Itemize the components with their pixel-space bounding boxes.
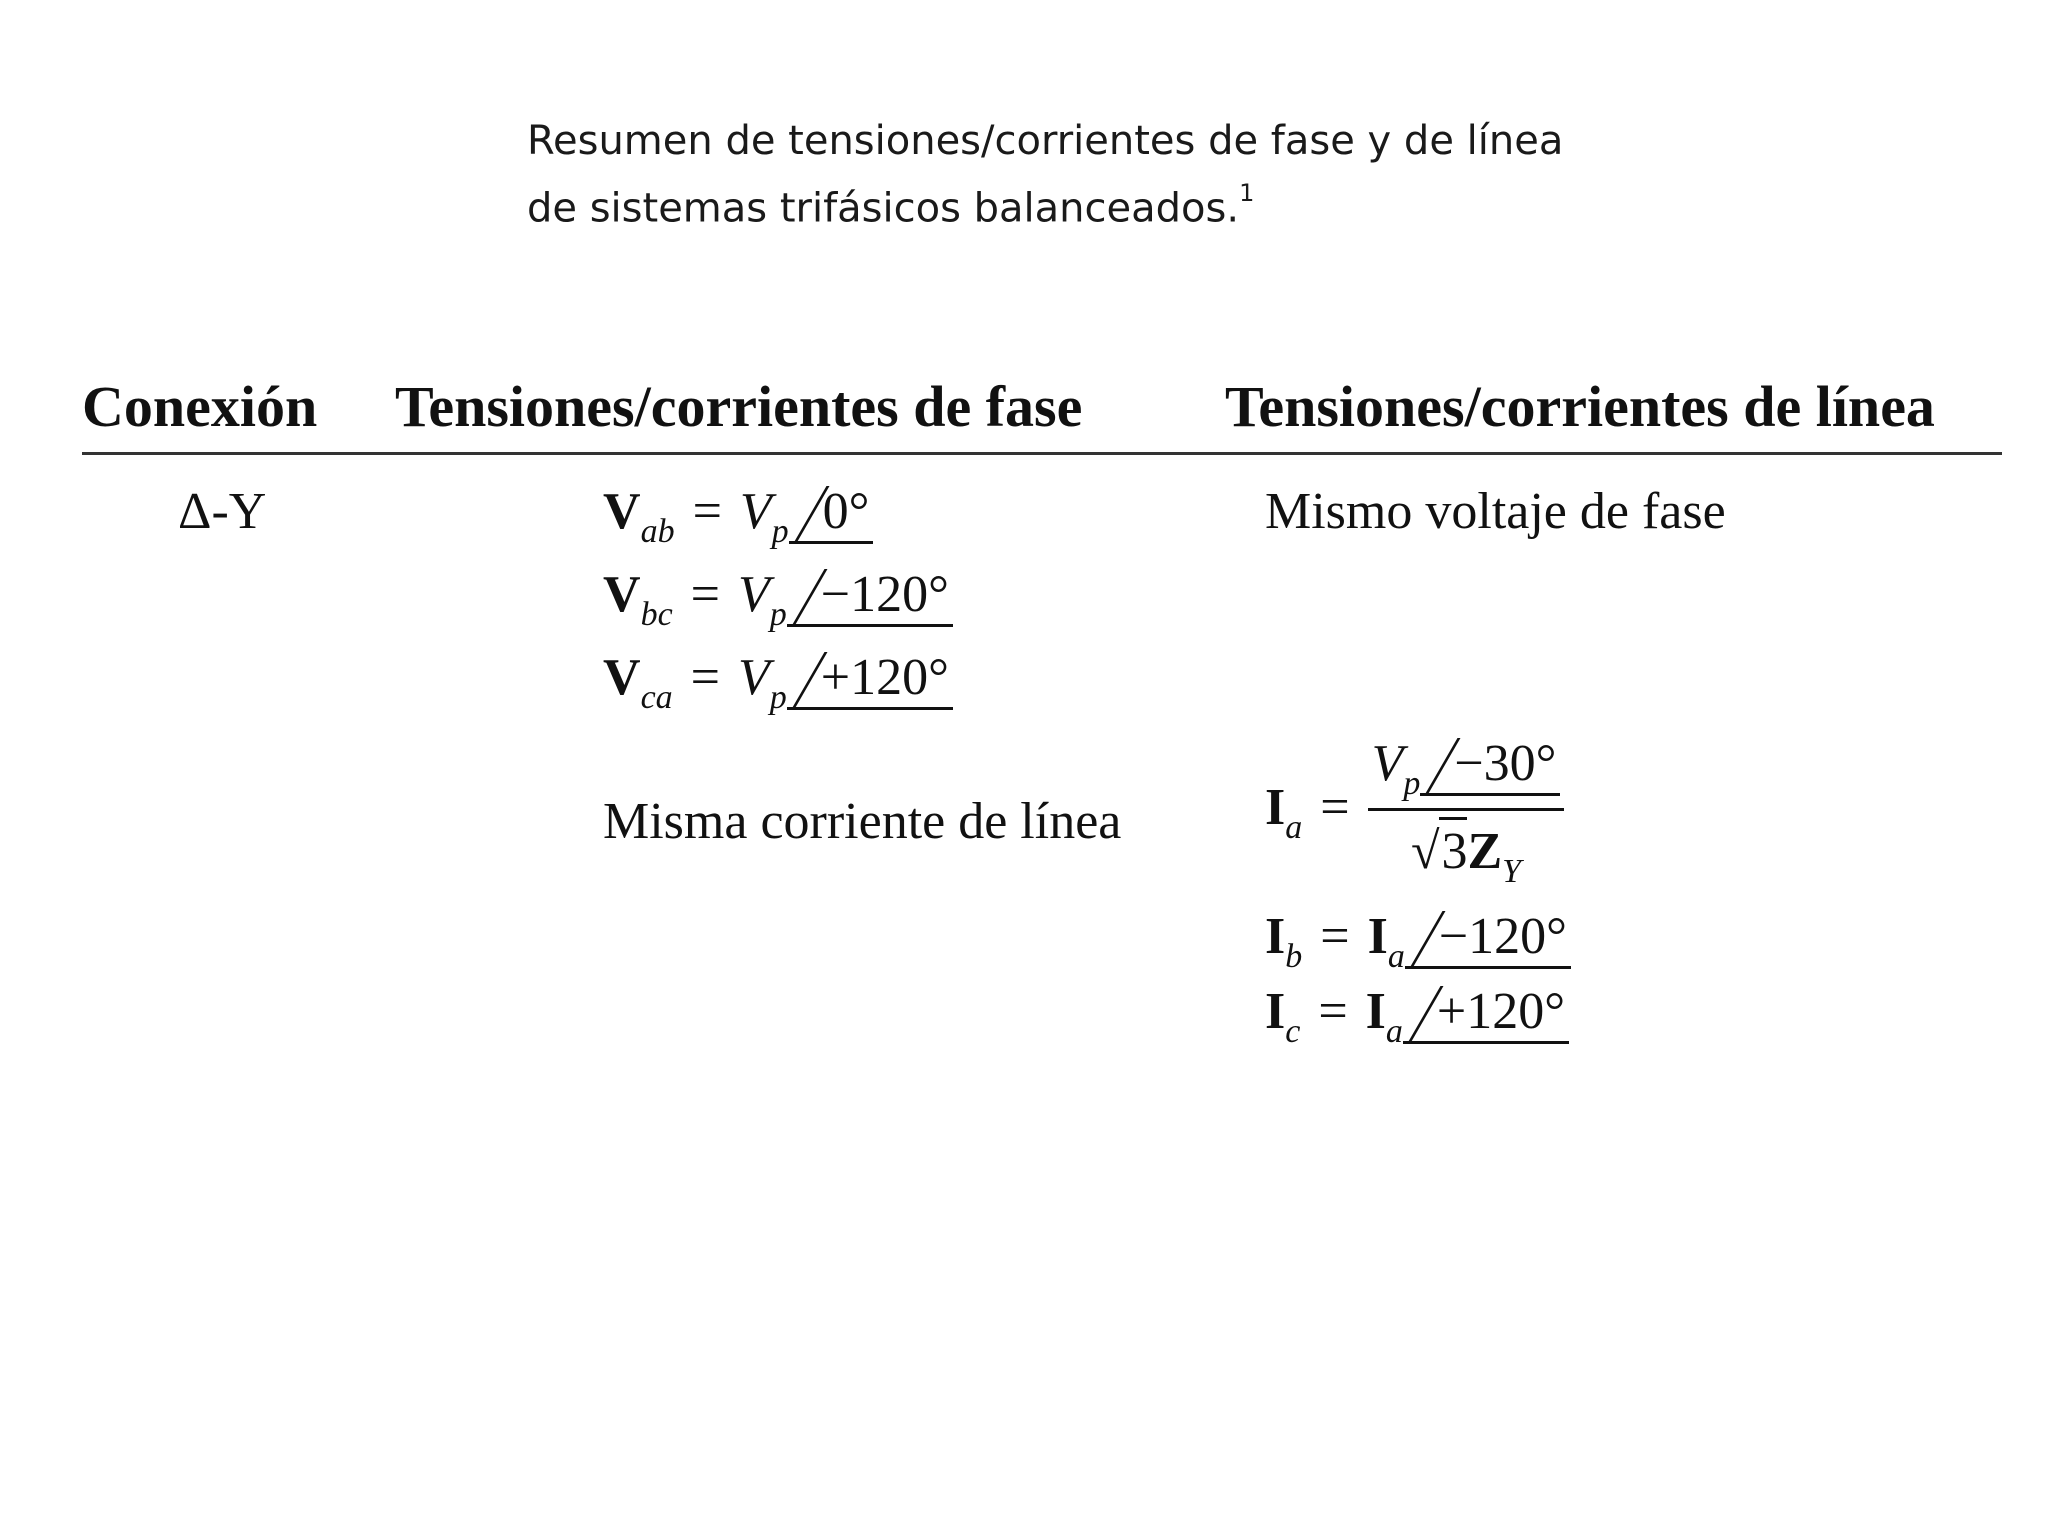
ib-subscript: b [1285,938,1303,975]
ib-equation [1265,905,1571,975]
vab-rhs-sub: p [771,513,789,550]
equals-sign: = [690,649,720,706]
equals-sign: = [1320,908,1350,965]
ia-subscript: a [1285,809,1303,846]
ic-subscript: c [1285,1013,1301,1050]
table-caption [527,112,1827,237]
ic-rhs-sub: a [1385,1013,1403,1050]
sqrt-sign: √ [1410,823,1440,880]
vab-equation [603,480,873,550]
ia-fraction [1368,732,1565,890]
ia-num-sub: p [1403,765,1421,802]
vca-subscript: ca [640,679,673,716]
phase-current-note: Misma corriente de línea [603,793,1122,850]
caption-line-2-text: de sistemas trifásicos balanceados. [527,185,1240,232]
ia-den-sub: Y [1502,853,1522,890]
vca-angle: +120° [787,649,953,710]
ia-num-angle: −30° [1420,735,1560,796]
ia-den-symbol: Z [1467,823,1503,880]
vbc-subscript: bc [640,596,673,633]
vbc-rhs: V [737,566,770,623]
vab-rhs: V [739,483,772,540]
ia-equation [1265,732,1564,890]
ib-angle: −120° [1405,908,1571,969]
ib-symbol: I [1265,908,1286,965]
equals-sign: = [1320,779,1350,836]
vca-symbol: V [603,649,641,706]
caption-line-1: Resumen de tensiones/corrientes de fase y de línea [527,118,1564,164]
header-phase: Tensiones/corrientes de fase [395,374,1083,439]
ib-rhs-sub: a [1387,938,1405,975]
ia-symbol: I [1265,779,1286,836]
equals-sign: = [1318,983,1348,1040]
vab-subscript: ab [640,513,675,550]
vbc-angle: −120° [787,566,953,627]
vab-symbol: V [603,483,641,540]
header-rule [82,452,2002,455]
vbc-equation [603,563,953,633]
vbc-symbol: V [603,566,641,623]
ic-symbol: I [1265,983,1286,1040]
vca-rhs: V [737,649,770,706]
caption-line-2 [527,170,1827,237]
ia-num-symbol: V [1371,735,1404,792]
equals-sign: = [690,566,720,623]
vca-equation [603,646,953,716]
ib-rhs: I [1367,908,1388,965]
ic-rhs: I [1365,983,1386,1040]
vab-angle: 0° [789,483,874,544]
ic-equation [1265,980,1569,1050]
ia-numerator [1368,732,1565,811]
sqrt-radicand: 3 [1439,817,1467,884]
vca-rhs-sub: p [769,679,787,716]
connection-type: Δ-Y [178,483,267,540]
ia-denominator [1368,811,1565,890]
equals-sign: = [692,483,722,540]
header-connection: Conexión [82,374,318,439]
ic-angle: +120° [1403,983,1569,1044]
footnote-marker: 1 [1239,179,1255,207]
vbc-rhs-sub: p [769,596,787,633]
header-line: Tensiones/corrientes de línea [1225,374,1935,439]
line-voltage-note: Mismo voltaje de fase [1265,483,1726,540]
